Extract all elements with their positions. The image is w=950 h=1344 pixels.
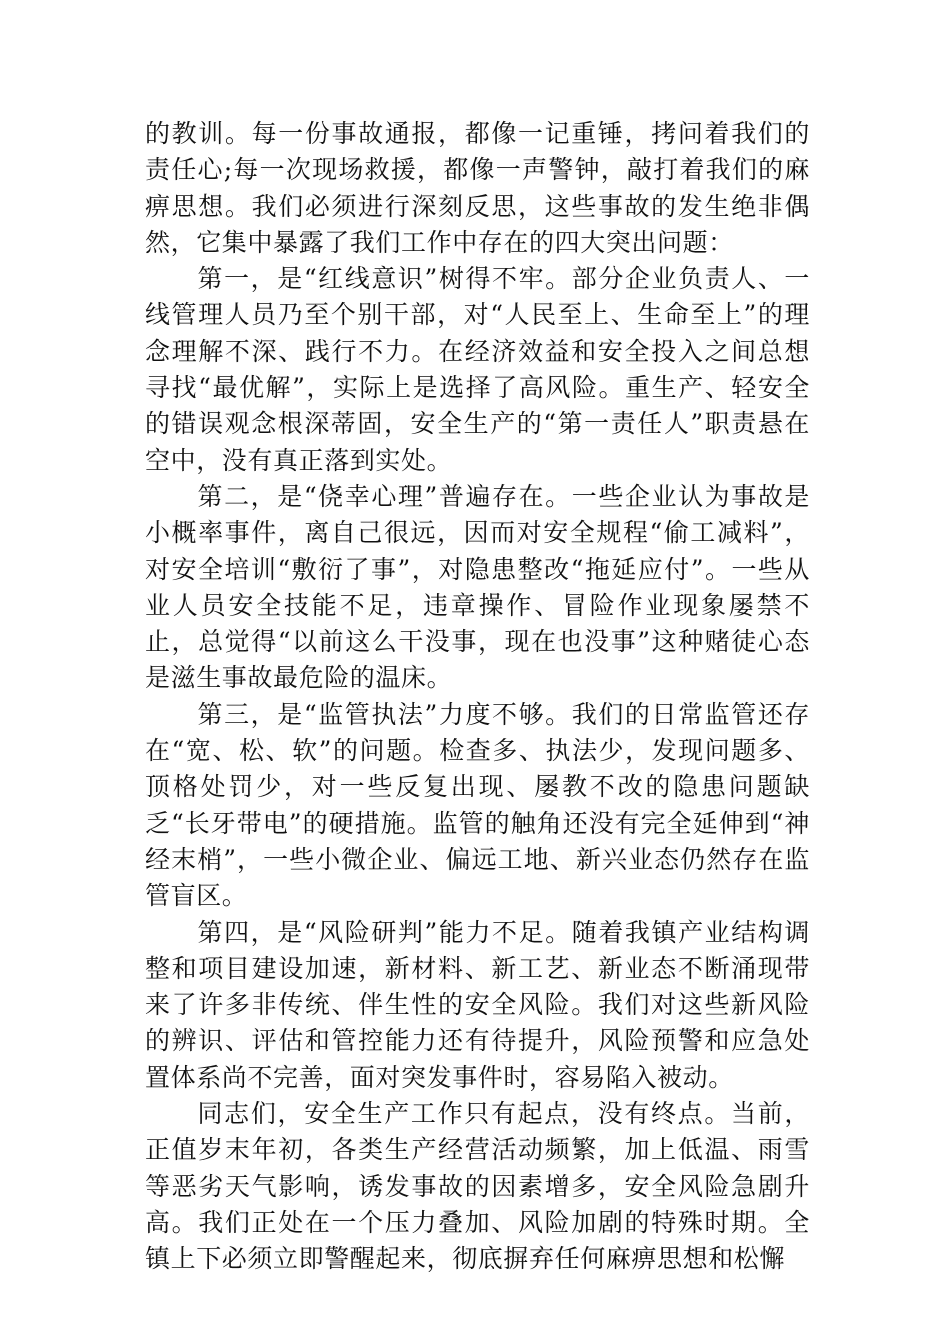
paragraph-fourth-risk-assessment: 第四，是“风险研判”能力不足。随着我镇产业结构调整和项目建设加速，新材料、新工艺、新业态不断涌现带来了许多非传统、伴生性的安全风险。我们对这些新风险的辨识、评估和管控能力还有待提升，风险预警和应急处置体系尚不完善，面对突发事件时，容易陷入被动。 — [145, 917, 810, 1092]
paragraph-first-redline-awareness: 第一，是“红线意识”树得不牢。部分企业负责人、一线管理人员乃至个别干部，对“人民至上、生命至上”的理念理解不深、践行不力。在经济效益和安全投入之间总想寻找“最优解”，实际上是选择了高风险。重生产、轻安全的错误观念根深蒂固，安全生产的“第一责任人”职责悬在空中，没有真正落到实处。 — [145, 264, 810, 475]
paragraph-third-supervision: 第三，是“监管执法”力度不够。我们的日常监管还存在“宽、松、软”的问题。检查多、执法少，发现问题多、顶格处罚少，对一些反复出现、屡教不改的隐患问题缺乏“长牙带电”的硬措施。监管的触角还没有完全延伸到“神经末梢”，一些小微企业、偏远工地、新兴业态仍然存在监管盲区。 — [145, 699, 810, 911]
paragraph-second-luck-mentality: 第二，是“侥幸心理”普遍存在。一些企业认为事故是小概率事件，离自己很远，因而对安全规程“偷工减料”，对安全培训“敷衍了事”，对隐患整改“拖延应付”。一些从业人员安全技能不足，违章操作、冒险作业现象屡禁不止，总觉得“以前这么干没事，现在也没事”这种赌徒心态是滋生事故最危险的温床。 — [145, 481, 810, 693]
paragraph-continued-lessons: 的教训。每一份事故通报，都像一记重锤，拷问着我们的责任心;每一次现场救援，都像一声警钟，敲打着我们的麻痹思想。我们必须进行深刻反思，这些事故的发生绝非偶然，它集中暴露了我们工作中存在的四大突出问题： — [145, 119, 810, 257]
paragraph-comrades: 同志们，安全生产工作只有起点，没有终点。当前，正值岁末年初，各类生产经营活动频繁，加上低温、雨雪等恶劣天气影响，诱发事故的因素增多，安全风险急剧升高。我们正处在一个压力叠加、风险加剧的特殊时期。全镇上下必须立即警醒起来，彻底摒弃任何麻痹思想和松懈 — [145, 1099, 810, 1274]
body-text — [145, 116, 810, 1278]
